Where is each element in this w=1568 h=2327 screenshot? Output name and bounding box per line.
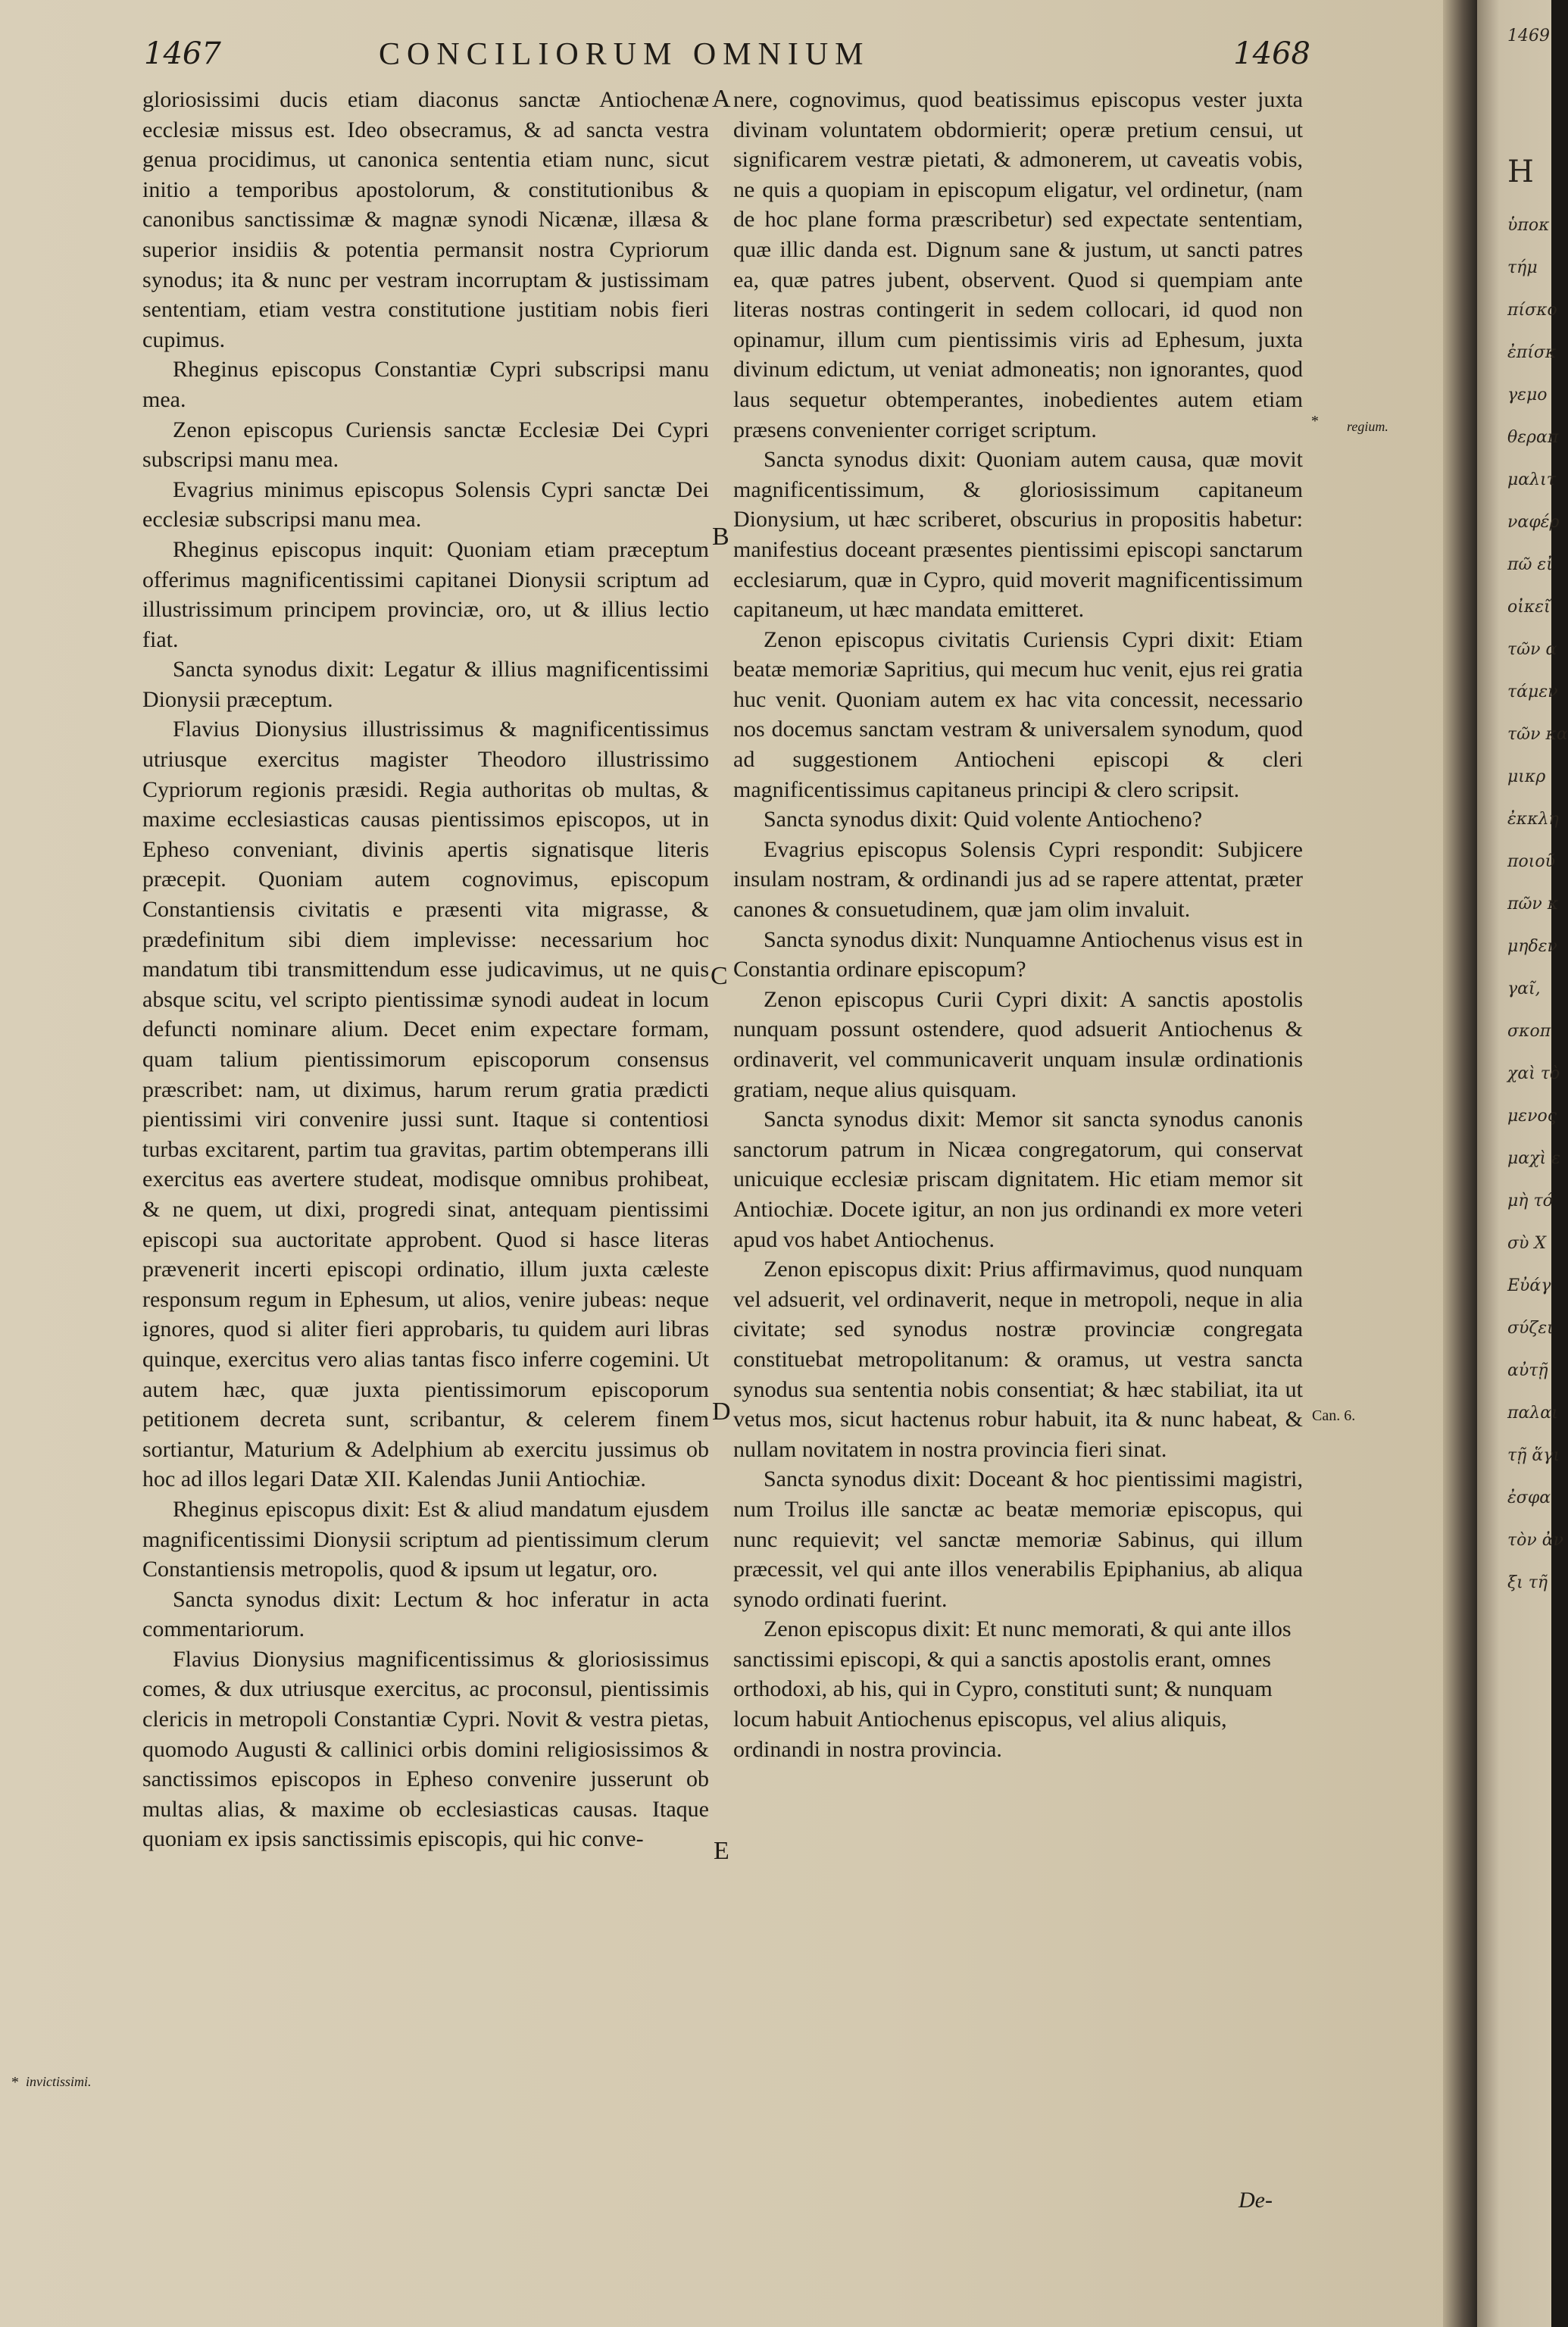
next-page-line: πῶ εἰ (1507, 555, 1553, 574)
paragraph: Zenon episcopus dixit: Prius affirmavimus, quod nunquam vel adsuerit, vel ordinaverit, neque in metropoli, neque in alia civitate; sed synodus nostræ provinciæ congregata constituebat metropolitanum: & oramus, ut vestra sancta synodus sua sententia nobis consentiat; & hæc stabiliat, ita ut vetus mos, sicut hactenus robur habuit, ita & nunc habeat, & nullam novitatem in nostra provincia fieri sinat. (733, 1257, 1303, 1462)
next-page-line: ἐκκλη (1507, 810, 1559, 829)
next-page-line: παλαι (1507, 1404, 1558, 1423)
section-marker-e: E (714, 1837, 729, 1865)
section-marker-b: B (712, 523, 729, 551)
paragraph: Flavius Dionysius magnificentissimus & gloriosissimus comes, & dux utriusque exercitus, ac proconsul, pientissimis clericis in metropoli Constantiæ Cypri. Novit & vestra pietas, quomodo Augusti & callinici orbis domini religiosissimos & sanctissimos episcopos in Epheso convenire jusserunt ob multas alias, & maxime ob ecclesiasticas causas. Itaque quoniam ex ipsis sanctissimis episcopis, qui hic conve- (142, 1646, 709, 1852)
next-page-line: μαλιτ (1507, 470, 1556, 489)
margin-note-regium: regium. (1347, 419, 1388, 434)
paragraph: Rheginus episcopus inquit: Quoniam etiam præceptum offerimus magnificentissimi capitanei Dionysii scriptum ad illustrissimum principem provinciæ, oro, ut & illius lectio fiat. (142, 536, 709, 652)
margin-note-invictissimi: invictissimi. (26, 2074, 92, 2089)
next-page-line: γαῖ, (1507, 979, 1546, 998)
next-page-line: αὐτῇ (1507, 1361, 1548, 1380)
paragraph: Zenon episcopus civitatis Curiensis Cypri dixit: Etiam beatæ memoriæ Sapritius, qui mecum huc venit, ejus rei gratia huc venit. Quoniam autem ex hac vita concessit, necessario nos docemus sanctam vestram & universalem synodum, quod ad suggestionem Antiocheni episcopi & cleri magnificentissimus capitaneus principi & clero scripsit. (733, 626, 1303, 802)
paragraph: gloriosissimi ducis etiam diaconus sanctæ Antiochenæ ecclesiæ missus est. Ideo obsecramus, & ad sancta vestra genua procidimus, ut canonica sententia etiam nunc, sicut initio a temporibus apostolorum, & constitutionibus & canonibus sanctissimæ & magnæ synodi Nicænæ, illæsa & superior insidiis & potentia permansit nostra Cypriorum synodus; ita & nunc per vestram incorruptam & justissimam sententiam, etiam vestra constitutione justitiam nobis fieri cupimus. (142, 87, 709, 352)
next-page-line: ποιοῦ (1507, 852, 1555, 871)
paragraph: Flavius Dionysius illustrissimus & magnificentissimus utriusque exercitus magister Theodoro illustrissimo Cypriorum regionis præsidi. Regia authoritas ob multas, & maxime ecclesiasticas causas pientissimos episcopos, ut in Epheso conveniant, divinis apertis signatisque literis præcepit. Quoniam autem cognovimus, episcopum Constantiensis civitatis e præsenti vita migrasse, & prædefinitum sibi diem implevisse: necessarium hoc mandatum tibi transmittendum esse judicavimus, ut ne quis absque scitu, vel scripto pientissimæ synodi audeat in locum defuncti nominare alium. Decet enim expectare formam, quam talium pientissimorum episcoporum consensus præscribet: nam, ut diximus, harum rerum gratia prædicti pientissimi viri convenire jussi sunt. Itaque si contentiosi turbas excitarent, partim tua gravitas, partim obtemperans illi exercitus eas avertere studeat, modisque omnibus prohibeat, & ne quem, ut dixi, progredi sinat, antequam pientissimi episcopi sua auctoritate approbent. Quod si hasce literas prævenerit incerti episcopi ordinatio, illum juxta cæleste responsum regum in Ephesum, ut alios, venire jubeas: neque ignores, quod si aliter fieri approbaris, tu quidem auri libras quinque, exercitus vero alias tantas fisco inferre cogemini. Ut autem hæc, quæ juxta pientissimorum episcoporum petitionem decreta sunt, scribantur, & celerem finem sortiantur, Maturium & Adelphium ab exercitu jussimus ob hoc ad illos legari Datæ XII. Kalendas Junii Antiochiæ. (142, 717, 709, 1492)
next-page-line: τῶν α (1507, 640, 1557, 659)
paragraph: nere, cognovimus, quod beatissimus episcopus vester juxta divinam voluntatem obdormierit; operæ pretium censui, ut significarem vestræ pietati, & admonerem, ut caveatis vobis, ne quis a quopiam in episcopum eligatur, vel ordinetur, (nam de hoc plane forma præscribetur) sed expectate sententiam, quæ illic danda est. Dignum sane & justum, ut sancti patres ea, quæ patres jubent, observent. Quod si quempiam ante literas nostras contingerit in sedem collocari, id quod non opinamur, illum cum pientissimis viris ad Ephesum, juxta divinum edictum, ut veniat admoneatis; non ignorantes, quod laus sequetur obtemperantes, inobedientes autem etiam præsens convenienter corriget scriptum. (733, 87, 1303, 442)
left-column (142, 85, 709, 1854)
paragraph: Sancta synodus dixit: Nunquamne Antiochenus visus est in Constantia ordinare episcopum? (733, 926, 1303, 982)
paragraph: Rheginus episcopus Constantiæ Cypri subscripsi manu mea. (142, 357, 709, 412)
next-page-line: ὑποκ (1507, 216, 1550, 235)
paragraph: Sancta synodus dixit: Memor sit sancta synodus canonis sanctorum patrum in Nicæa congregatorum, qui conservat unicuique ecclesiæ priscam dignitatem. Hic etiam memor sit Antiochiæ. Docete igitur, an non jus ordinandi ex more veteri apud vos habet Antiochenus. (733, 1107, 1303, 1252)
page-number-right: 1468 (1233, 36, 1310, 71)
next-page-line: μαχὶ ε (1507, 1149, 1560, 1168)
next-page-line: μηδεν (1507, 937, 1557, 956)
next-page-line: τῶν κα (1507, 725, 1568, 744)
next-page-line: οἰκεῖ (1507, 598, 1551, 617)
book-gutter (1443, 0, 1477, 2327)
next-page-line: πίσκο (1507, 301, 1557, 320)
next-page-edge (1477, 0, 1568, 2327)
next-page-initial: H (1507, 155, 1534, 189)
margin-note-canon: Can. 6. (1312, 1407, 1356, 1424)
next-page-line: ἐσφα (1507, 1488, 1551, 1507)
next-page-number: 1469 (1507, 27, 1550, 45)
margin-note-star: * (11, 2074, 18, 2091)
next-page-line: σὺ Χ (1507, 1234, 1547, 1253)
next-page-line: γεμο (1507, 386, 1548, 404)
margin-note-star: * (1310, 413, 1318, 429)
section-marker-a: A (712, 85, 731, 113)
paragraph: Sancta synodus dixit: Legatur & illius magnificentissimi Dionysii præceptum. (142, 657, 709, 712)
paragraph: Evagrius minimus episcopus Solensis Cypri sanctæ Dei ecclesiæ subscripsi manu mea. (142, 476, 709, 533)
section-marker-c: C (711, 962, 728, 990)
running-header (144, 36, 1310, 82)
running-title: CONCILIORUM OMNIUM (379, 37, 870, 72)
paragraph: Sancta synodus dixit: Lectum & hoc inferatur in acta commentariorum. (142, 1586, 709, 1642)
page-number-left: 1467 (144, 36, 221, 71)
next-page-line: χαὶ τὸ (1507, 1064, 1560, 1083)
paragraph: Evagrius episcopus Solensis Cypri respondit: Subjicere insulam nostram, & ordinandi jus ad se rapere attentat, præter canones & consuetudinem, quæ jam olim invaluit. (733, 836, 1303, 923)
paragraph: Sancta synodus dixit: Quid volente Antiocheno? (764, 807, 1203, 832)
paragraph: Rheginus episcopus dixit: Est & aliud mandatum ejusdem magnificentissimi Dionysii scriptum ad pientissimum clerum Constantiensis metropolis, quod & ipsum ut legatur, oro. (142, 1496, 709, 1582)
catchword: De- (1238, 2188, 1273, 2213)
next-page-line: Εὐάγ (1507, 1276, 1551, 1295)
next-page-line: τήμ (1507, 258, 1538, 277)
next-page-line: μενος (1507, 1107, 1557, 1126)
next-page-line: σκοπ (1507, 1022, 1551, 1041)
next-page-line: πῶν κ (1507, 895, 1559, 914)
next-page-line: ναφέρ (1507, 513, 1560, 532)
next-page-line: μικρ (1507, 767, 1546, 786)
next-page-line: μὴ τό (1507, 1192, 1553, 1210)
next-page-line: θεραπ (1507, 428, 1559, 447)
paragraph: Sancta synodus dixit: Quoniam autem causa, quæ movit magnificentissimum, & gloriosissimum capitaneum Dionysium, ut hæc scriberet, obscurius in propositis habetur: manifestius doceant præsentes pientissimi episcopi sanctarum ecclesiarum, quæ in Cypro, quid moverit magnificentissimum capitaneum, ut hæc mandata emitteret. (733, 447, 1303, 623)
next-page-line: σύζει (1507, 1319, 1554, 1338)
next-page-line: τὸν ἀν (1507, 1531, 1564, 1550)
next-page-line: ξι τῆ (1507, 1573, 1548, 1592)
next-page-line: τάμεν (1507, 682, 1558, 701)
next-page-line: τῇ ἅγι (1507, 1446, 1560, 1465)
paragraph: Zenon episcopus Curii Cypri dixit: A sanctis apostolis nunquam possunt ostendere, quod adsuerit Antiochenus & ordinaverit, vel communicaverit unquam insulæ ordinationis gratiam, neque alius quisquam. (733, 986, 1303, 1102)
paragraph: Zenon episcopus dixit: Et nunc memorati, & qui ante illos sanctissimi episcopi, & qui a sanctis apostolis erant, omnes orthodoxi, ab his, qui in Cypro, constituti sunt; & nunquam locum habuit Antiochenus episcopus, vel alius aliquis, ordinandi in nostra provincia. (733, 1616, 1292, 1762)
paragraph: Zenon episcopus Curiensis sanctæ Ecclesiæ Dei Cypri subscripsi manu mea. (142, 417, 709, 473)
section-marker-d: D (712, 1398, 731, 1426)
paragraph: Sancta synodus dixit: Doceant & hoc pientissimi magistri, num Troilus ille sanctæ ac beatæ memoriæ episcopus, qui nunc requievit; vel sanctæ memoriæ Sabinus, qui illum præcessit, vel qui ante illos venerabilis Epiphanius, ab aliqua synodo ordinati fuerint. (733, 1466, 1303, 1612)
right-column (733, 85, 1303, 1764)
next-page-line: ἐπίσκ (1507, 343, 1557, 362)
